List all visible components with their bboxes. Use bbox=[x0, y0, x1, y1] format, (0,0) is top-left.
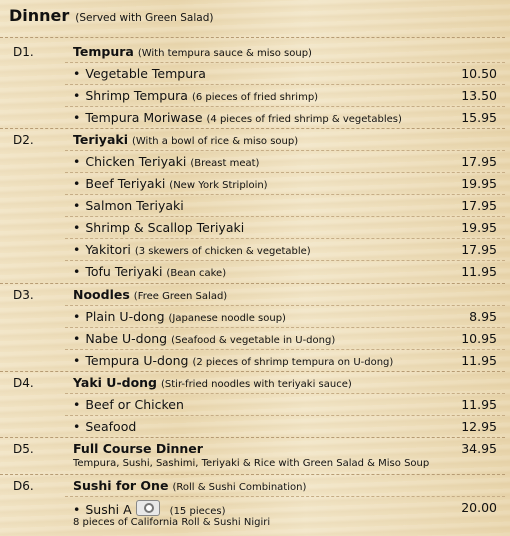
menu-item[interactable] bbox=[0, 85, 510, 107]
section-header-d6 bbox=[0, 475, 510, 497]
item-name: Sushi A bbox=[85, 502, 132, 517]
section-code: D6. bbox=[13, 479, 34, 493]
item-note: (15 pieces) bbox=[169, 506, 226, 517]
menu-item[interactable] bbox=[0, 63, 510, 85]
section-name: Tempura bbox=[73, 44, 134, 59]
bullet: • bbox=[73, 502, 81, 517]
item-price: 11.95 bbox=[461, 353, 497, 368]
item-name: Chicken Teriyaki bbox=[85, 154, 187, 169]
bullet: • bbox=[73, 264, 81, 279]
item-note: (Seafood & vegetable in U-dong) bbox=[171, 335, 336, 346]
section-note: (Free Green Salad) bbox=[133, 291, 228, 302]
item-price: 10.50 bbox=[461, 66, 497, 81]
bullet: • bbox=[73, 331, 81, 346]
section-note: (With tempura sauce & miso soup) bbox=[137, 48, 312, 59]
section-header-d1 bbox=[0, 41, 510, 63]
menu-item[interactable] bbox=[0, 173, 510, 195]
section-name: Yaki U-dong bbox=[73, 375, 158, 390]
item-name: Nabe U-dong bbox=[85, 331, 168, 346]
section-code: D3. bbox=[13, 288, 34, 302]
item-name: Beef Teriyaki bbox=[85, 176, 166, 191]
item-name: Yakitori bbox=[85, 242, 131, 257]
item-price: 11.95 bbox=[461, 397, 497, 412]
menu-item[interactable] bbox=[0, 107, 510, 129]
menu-item[interactable] bbox=[0, 151, 510, 173]
section-name: Full Course Dinner bbox=[73, 441, 203, 456]
item-note: (Japanese noodle soup) bbox=[168, 313, 286, 324]
item-name: Shrimp & Scallop Teriyaki bbox=[85, 220, 245, 235]
bullet: • bbox=[73, 353, 81, 368]
bullet: • bbox=[73, 220, 81, 235]
menu-item[interactable] bbox=[0, 328, 510, 350]
item-description: Tempura, Sushi, Sashimi, Teriyaki & Rice with Green Salad & Miso Soup bbox=[73, 458, 430, 469]
menu-item[interactable] bbox=[0, 306, 510, 328]
section-note: (Stir-fried noodles with teriyaki sauce) bbox=[161, 379, 352, 390]
section-code: D4. bbox=[13, 376, 34, 390]
item-price: 10.95 bbox=[461, 331, 497, 346]
section-code: D1. bbox=[13, 45, 34, 59]
section-note: (With a bowl of rice & miso soup) bbox=[131, 136, 299, 147]
item-price: 19.95 bbox=[461, 176, 497, 191]
menu-item[interactable] bbox=[0, 416, 510, 438]
bullet: • bbox=[73, 419, 81, 434]
menu-item[interactable] bbox=[0, 394, 510, 416]
page-title: Dinner bbox=[9, 6, 70, 25]
item-price: 15.95 bbox=[461, 110, 497, 125]
item-note: (6 pieces of fried shrimp) bbox=[191, 92, 319, 103]
bullet: • bbox=[73, 154, 81, 169]
menu-item[interactable] bbox=[0, 239, 510, 261]
item-price: 8.95 bbox=[469, 309, 497, 324]
item-price: 17.95 bbox=[461, 198, 497, 213]
item-note: (4 pieces of fried shrimp & vegetables) bbox=[206, 114, 402, 125]
bullet: • bbox=[73, 397, 81, 412]
section-code: D2. bbox=[13, 133, 34, 147]
item-note: (New York Striploin) bbox=[169, 180, 268, 191]
item-name: Tofu Teriyaki bbox=[85, 264, 163, 279]
menu-item[interactable] bbox=[0, 217, 510, 239]
menu-item[interactable] bbox=[0, 261, 510, 283]
item-note: (Bean cake) bbox=[166, 268, 227, 279]
section-divider bbox=[0, 37, 505, 38]
camera-icon[interactable] bbox=[136, 500, 160, 516]
bullet: • bbox=[73, 309, 81, 324]
menu-item[interactable] bbox=[0, 195, 510, 217]
page-subtitle: (Served with Green Salad) bbox=[75, 12, 214, 24]
section-header-d4 bbox=[0, 372, 510, 394]
section-header-d3 bbox=[0, 284, 510, 306]
item-note: (Breast meat) bbox=[190, 158, 260, 169]
section-name: Noodles bbox=[73, 287, 130, 302]
section-header-d2 bbox=[0, 129, 510, 151]
item-description: 8 pieces of California Roll & Sushi Nigiri bbox=[73, 517, 271, 528]
item-name: Plain U-dong bbox=[85, 309, 165, 324]
item-price: 20.00 bbox=[461, 500, 497, 515]
section-header-d5[interactable] bbox=[0, 438, 510, 460]
bullet: • bbox=[73, 176, 81, 191]
bullet: • bbox=[73, 88, 81, 103]
item-price: 11.95 bbox=[461, 264, 497, 279]
menu-header bbox=[9, 6, 213, 30]
item-name: Vegetable Tempura bbox=[85, 66, 206, 81]
menu-item[interactable] bbox=[0, 497, 510, 519]
item-name: Tempura U-dong bbox=[85, 353, 189, 368]
item-name: Seafood bbox=[85, 419, 137, 434]
bullet: • bbox=[73, 198, 81, 213]
item-name: Tempura Moriwase bbox=[85, 110, 203, 125]
item-price: 19.95 bbox=[461, 220, 497, 235]
item-price: 34.95 bbox=[461, 441, 497, 456]
section-note: (Roll & Sushi Combination) bbox=[172, 482, 307, 493]
section-code: D5. bbox=[13, 442, 34, 456]
bullet: • bbox=[73, 66, 81, 81]
item-name: Salmon Teriyaki bbox=[85, 198, 184, 213]
item-name: Shrimp Tempura bbox=[85, 88, 188, 103]
item-note: (3 skewers of chicken & vegetable) bbox=[134, 246, 311, 257]
item-name: Beef or Chicken bbox=[85, 397, 184, 412]
section-name: Sushi for One bbox=[73, 478, 169, 493]
item-price: 13.50 bbox=[461, 88, 497, 103]
section-name: Teriyaki bbox=[73, 132, 128, 147]
item-price: 12.95 bbox=[461, 419, 497, 434]
bullet: • bbox=[73, 110, 81, 125]
menu-item[interactable] bbox=[0, 350, 510, 372]
item-price: 17.95 bbox=[461, 242, 497, 257]
item-note: (2 pieces of shrimp tempura on U-dong) bbox=[192, 357, 394, 368]
bullet: • bbox=[73, 242, 81, 257]
item-price: 17.95 bbox=[461, 154, 497, 169]
